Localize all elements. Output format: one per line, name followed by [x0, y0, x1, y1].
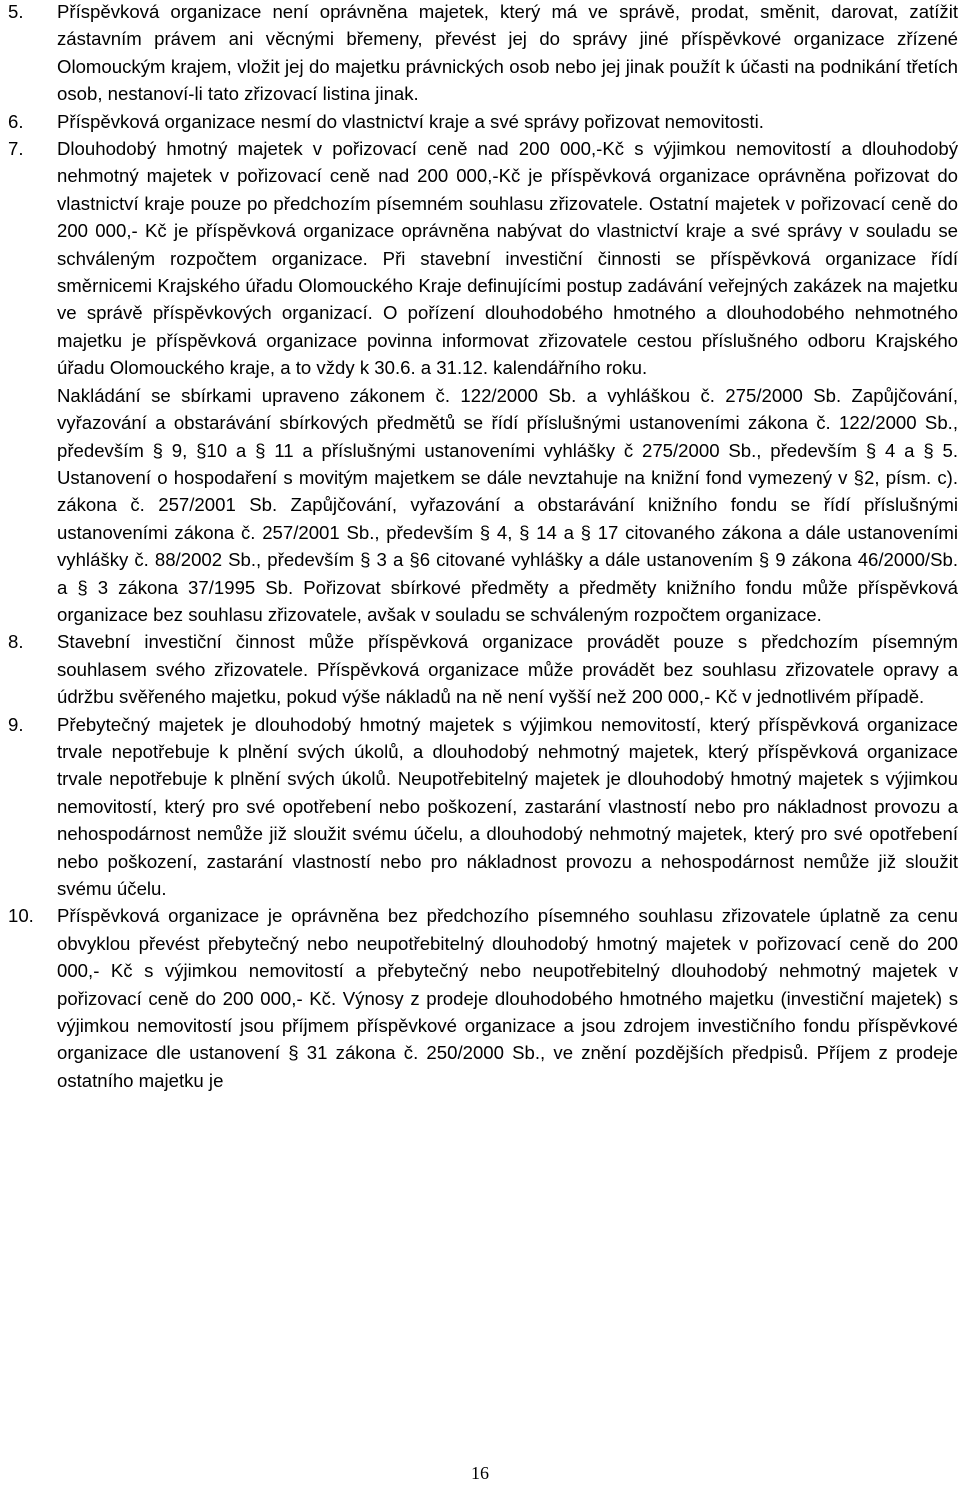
list-item-9	[8, 711, 958, 903]
paragraph: Příspěvková organizace nesmí do vlastnictví kraje a své správy pořizovat nemovitosti.	[57, 110, 764, 132]
item-number: 9.	[8, 713, 24, 735]
item-number: 8.	[8, 631, 24, 653]
list-item-5	[8, 0, 958, 108]
list-item-8	[8, 628, 958, 710]
page-number: 16	[471, 1463, 489, 1483]
numbered-list	[8, 0, 958, 1094]
paragraph: Nakládání se sbírkami upraveno zákonem č. 122/2000 Sb. a vyhláškou č. 275/2000 Sb. Zapůjčování, vyřazování a obstarávání sbírkových předmětů se řídí příslušnými ustanoveními zákona č. 122/2000 Sb., především § 9, §10 a § 11 a příslušnými ustanoveními vyhlášky č 275/2000 Sb., především § 4 a § 5. Ustanovení o hospodaření s movitým majetkem se dále nevztahuje na knižní fond vymezený v §2, písm. c). zákona č. 257/2001 Sb. Zapůjčování, vyřazování a obstarávání knižního fondu se řídí příslušnými ustanoveními zákona č. 257/2001 Sb., především § 4, § 14 a § 17 citovaného zákona a dále ustanoveními vyhlášky č. 88/2002 Sb., především § 3 a §6 citované vyhlášky a dále ustanovením § 9 zákona 46/2000/Sb. a § 3 zákona 37/1995 Sb. Pořizovat sbírkové předměty a předměty knižního fondu může příspěvková organizace bez souhlasu zřizovatele, avšak v souladu se schváleným rozpočtem organizace.	[57, 384, 958, 625]
list-item-6	[8, 108, 958, 135]
list-item-10	[8, 902, 958, 1094]
paragraph: Dlouhodobý hmotný majetek v pořizovací ceně nad 200 000,-Kč s výjimkou nemovitostí a dlouhodobý nehmotný majetek v pořizovací ceně nad 200 000,-Kč je příspěvková organizace oprávněna pořizovat do vlastnictví kraje pouze po předchozím písemném souhlasu zřizovatele. Ostatní majetek v pořizovací ceně do 200 000,- Kč je příspěvková organizace oprávněna nabývat do vlastnictví kraje a své správy v souladu se schváleným rozpočtem organizace. Při stavební investiční činnosti se příspěvková organizace řídí směrnicemi Krajského úřadu Olomouckého Kraje definujícími postup zadávání veřejných zakázek na majetku ve správě příspěvkových organizací. O pořízení dlouhodobého hmotného a dlouhodobého nehmotného majetku je příspěvková organizace povinna informovat zřizovatele cestou příslušného odboru Krajského úřadu Olomouckého kraje, a to vždy k 30.6. a 31.12. kalendářního roku.	[57, 138, 958, 379]
paragraph: Příspěvková organizace je oprávněna bez předchozího písemného souhlasu zřizovatele úplatně za cenu obvyklou převést přebytečný nebo neupotřebitelný dlouhodobý hmotný majetek v pořizovací ceně do 200 000,- Kč s výjimkou nemovitostí a přebytečný nebo neupotřebitelný dlouhodobý nehmotný majetek v pořizovací ceně do 200 000,- Kč. Výnosy z prodeje dlouhodobého hmotného majetku (investiční majetek) s výjimkou nemovitostí jsou příjmem příspěvkové organizace a jsou zdrojem investičního fondu příspěvkové organizace dle ustanovení § 31 zákona č. 250/2000 Sb., ve znění pozdějších předpisů. Příjem z prodeje ostatního majetku je	[57, 905, 958, 1091]
item-number: 7.	[8, 138, 24, 160]
item-number: 5.	[8, 1, 24, 22]
paragraph: Stavební investiční činnost může příspěvková organizace provádět pouze s předchozím písemným souhlasem svého zřizovatele. Příspěvková organizace může provádět bez souhlasu zřizovatele opravy a údržbu svěřeného majetku, pokud výše nákladů na ně není vyšší než 200 000,- Kč v jednotlivém případě.	[57, 631, 958, 708]
paragraph: Příspěvková organizace není oprávněna majetek, který má ve správě, prodat, směnit, darovat, zatížit zástavním právem ani věcnými břemeny, převést jej do správy jiné příspěvkové organizace zřízené Olomouckým krajem, vložit jej do majetku právnických osob nebo jej jinak použít k účasti na podnikání třetích osob, nestanoví-li tato zřizovací listina jinak.	[57, 1, 958, 105]
item-number: 6.	[8, 110, 24, 132]
paragraph: Přebytečný majetek je dlouhodobý hmotný majetek s výjimkou nemovitostí, který příspěvková organizace trvale nepotřebuje k plnění svých úkolů, a dlouhodobý nehmotný majetek, který příspěvková organizace trvale nepotřebuje k plnění svých úkolů. Neupotřebitelný majetek je dlouhodobý hmotný majetek s výjimkou nemovitostí, který pro své opotřebení nebo poškození, zastarání vlastností nebo pro nákladnost provozu a nehospodárnost nemůže již sloužit svému účelu, a dlouhodobý nehmotný majetek, který pro své opotřebení nebo poškození, zastarání vlastností nebo pro nákladnost provozu a nehospodárnost nemůže již sloužit svému účelu.	[57, 713, 958, 899]
item-number: 10.	[8, 905, 34, 927]
list-item-7	[8, 135, 958, 628]
